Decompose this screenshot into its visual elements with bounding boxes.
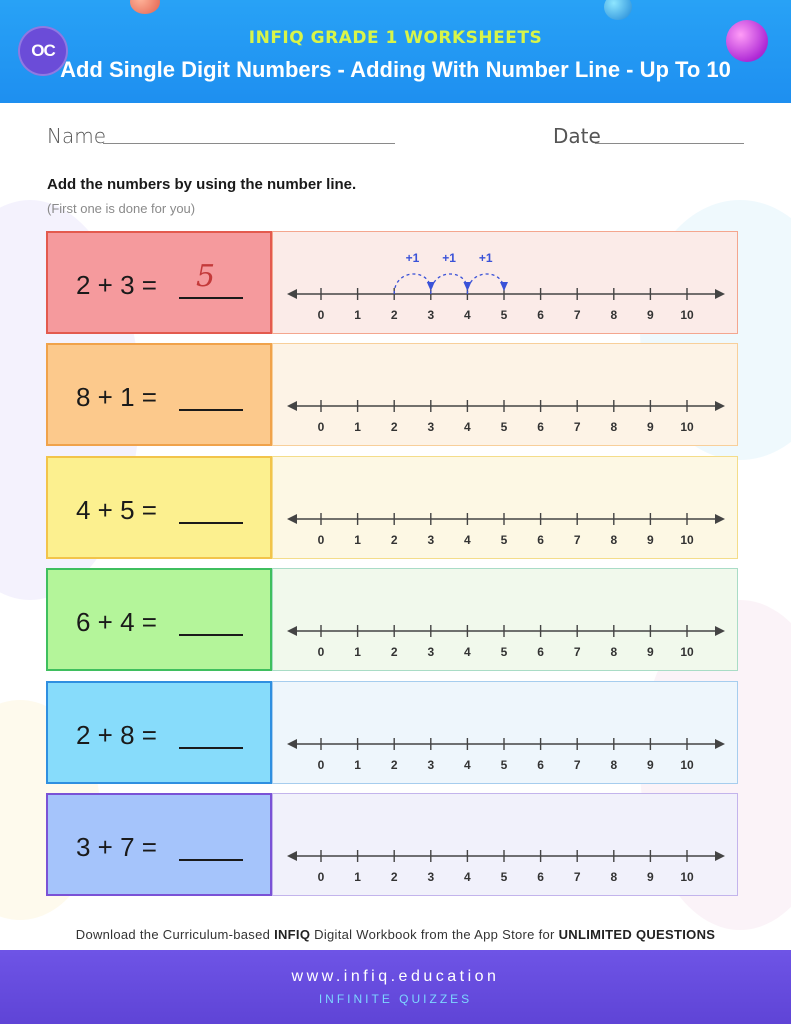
tick-label: 0	[317, 420, 325, 434]
equation-text: 6 + 4 =	[76, 607, 157, 637]
tick-label: 9	[647, 870, 654, 884]
hop-arrow-icon	[427, 282, 435, 291]
hop-label: +1	[478, 251, 493, 265]
tick-label: 7	[573, 420, 581, 434]
problem-row	[46, 456, 738, 559]
tick-label: 4	[464, 533, 471, 547]
tick-label: 3	[427, 645, 435, 659]
hop-arc	[431, 274, 468, 294]
tick-label: 1	[354, 870, 361, 884]
tick-label: 2	[390, 308, 398, 322]
answer-blank[interactable]	[179, 634, 243, 636]
tick-label: 5	[500, 645, 508, 659]
tick-label: 8	[610, 645, 618, 659]
tick-label: 2	[390, 533, 398, 547]
tick-label: 1	[354, 308, 361, 322]
handwritten-answer: 5	[196, 259, 216, 294]
right-arrow-icon	[715, 289, 725, 299]
tick-label: 7	[573, 645, 581, 659]
problem-row	[46, 231, 738, 334]
answer-blank[interactable]	[179, 297, 243, 299]
tick-label: 7	[573, 308, 581, 322]
left-arrow-icon	[287, 401, 297, 411]
number-line	[273, 232, 737, 333]
name-field[interactable]	[103, 143, 395, 144]
tick-label: 6	[537, 870, 544, 884]
tick-label: 4	[464, 758, 471, 772]
worksheet-series-title: INFIQ GRADE 1 WORKSHEETS	[248, 28, 543, 48]
tick-label: 5	[500, 420, 508, 434]
number-line-panel	[272, 231, 738, 334]
right-arrow-icon	[715, 401, 725, 411]
tick-label: 4	[464, 308, 471, 322]
tick-label: 8	[610, 870, 618, 884]
right-arrow-icon	[715, 626, 725, 636]
name-label: Name	[47, 124, 107, 148]
date-field[interactable]	[595, 143, 744, 144]
tick-label: 10	[680, 533, 694, 547]
number-line-panel	[272, 343, 738, 446]
equation-box	[46, 231, 272, 334]
equation-text: 2 + 8 =	[76, 720, 157, 750]
problem-row	[46, 793, 738, 896]
tick-label: 8	[610, 533, 618, 547]
number-line	[273, 344, 737, 445]
tick-label: 0	[317, 308, 325, 322]
left-arrow-icon	[287, 514, 297, 524]
tick-label: 8	[610, 308, 618, 322]
number-line-panel	[272, 681, 738, 784]
tick-label: 2	[390, 758, 398, 772]
equation-box	[46, 456, 272, 559]
tick-label: 9	[647, 420, 654, 434]
footer-tagline: INFINITE QUIZZES	[318, 992, 473, 1006]
number-line-panel	[272, 568, 738, 671]
tick-label: 10	[680, 420, 694, 434]
answer-blank[interactable]	[179, 409, 243, 411]
left-arrow-icon	[287, 626, 297, 636]
instructions: Add the numbers by using the number line.	[47, 176, 357, 193]
tick-label: 3	[427, 420, 435, 434]
problem-row	[46, 568, 738, 671]
tick-label: 2	[390, 420, 398, 434]
tick-label: 4	[464, 420, 471, 434]
tick-label: 7	[573, 533, 581, 547]
tick-label: 6	[537, 308, 544, 322]
tick-label: 2	[390, 870, 398, 884]
tick-label: 10	[680, 870, 694, 884]
equation-box	[46, 568, 272, 671]
answer-blank[interactable]	[179, 747, 243, 749]
equation-text: 4 + 5 =	[76, 495, 157, 525]
answer-blank[interactable]	[179, 522, 243, 524]
tick-label: 0	[317, 870, 325, 884]
tick-label: 10	[680, 645, 694, 659]
number-line-panel	[272, 793, 738, 896]
equation-text: 3 + 7 =	[76, 832, 157, 862]
tick-label: 6	[537, 533, 544, 547]
number-line	[273, 794, 737, 895]
promo-banner: Download the Curriculum-based INFIQ Digital Workbook from the App Store for UNLIMITED QUESTIONS	[75, 927, 716, 942]
tick-label: 3	[427, 533, 435, 547]
tick-label: 5	[500, 308, 508, 322]
hop-arrow-icon	[463, 282, 471, 291]
tick-label: 10	[680, 758, 694, 772]
tick-label: 9	[647, 645, 654, 659]
left-arrow-icon	[287, 851, 297, 861]
number-line-panel	[272, 456, 738, 559]
tick-label: 1	[354, 758, 361, 772]
tick-label: 6	[537, 758, 544, 772]
tick-label: 3	[427, 308, 435, 322]
tick-label: 9	[647, 533, 654, 547]
problem-row	[46, 343, 738, 446]
tick-label: 1	[354, 420, 361, 434]
tick-label: 6	[537, 645, 544, 659]
tick-label: 4	[464, 645, 471, 659]
tick-label: 5	[500, 533, 508, 547]
footer-url-link[interactable]: www.infiq.education	[291, 968, 500, 985]
tick-label: 0	[317, 533, 325, 547]
problem-row	[46, 681, 738, 784]
equation-box	[46, 343, 272, 446]
decorative-ball-icon	[726, 20, 768, 62]
hop-arrow-icon	[500, 282, 508, 291]
worksheet-title: Add Single Digit Numbers - Adding With Number Line - Up To 10	[60, 57, 731, 82]
tick-label: 8	[610, 420, 618, 434]
hop-label: +1	[405, 251, 420, 265]
left-arrow-icon	[287, 739, 297, 749]
answer-blank[interactable]	[179, 859, 243, 861]
tick-label: 3	[427, 758, 435, 772]
tick-label: 9	[647, 308, 654, 322]
tick-label: 10	[680, 308, 694, 322]
tick-label: 2	[390, 645, 398, 659]
tick-label: 1	[354, 645, 361, 659]
number-line	[273, 682, 737, 783]
right-arrow-icon	[715, 851, 725, 861]
hop-arc	[394, 274, 431, 294]
tick-label: 8	[610, 758, 618, 772]
hop-arc	[467, 274, 504, 294]
equation-box	[46, 681, 272, 784]
worksheet-footer	[0, 950, 791, 1024]
tick-label: 9	[647, 758, 654, 772]
tick-label: 0	[317, 758, 325, 772]
number-line	[273, 457, 737, 558]
instructions-note: (First one is done for you)	[47, 201, 196, 216]
tick-label: 4	[464, 870, 471, 884]
tick-label: 5	[500, 870, 508, 884]
tick-label: 7	[573, 758, 581, 772]
hop-label: +1	[442, 251, 456, 265]
right-arrow-icon	[715, 514, 725, 524]
tick-label: 3	[427, 870, 435, 884]
tick-label: 0	[317, 645, 325, 659]
number-line	[273, 569, 737, 670]
equation-text: 8 + 1 =	[76, 382, 157, 412]
tick-label: 7	[573, 870, 581, 884]
infiq-logo-icon: OC	[18, 26, 68, 76]
tick-label: 5	[500, 758, 508, 772]
left-arrow-icon	[287, 289, 297, 299]
tick-label: 6	[537, 420, 544, 434]
worksheet-header	[0, 0, 791, 103]
equation-box	[46, 793, 272, 896]
equation-text: 2 + 3 =	[76, 270, 157, 300]
date-label: Date	[553, 124, 601, 148]
right-arrow-icon	[715, 739, 725, 749]
tick-label: 1	[354, 533, 361, 547]
